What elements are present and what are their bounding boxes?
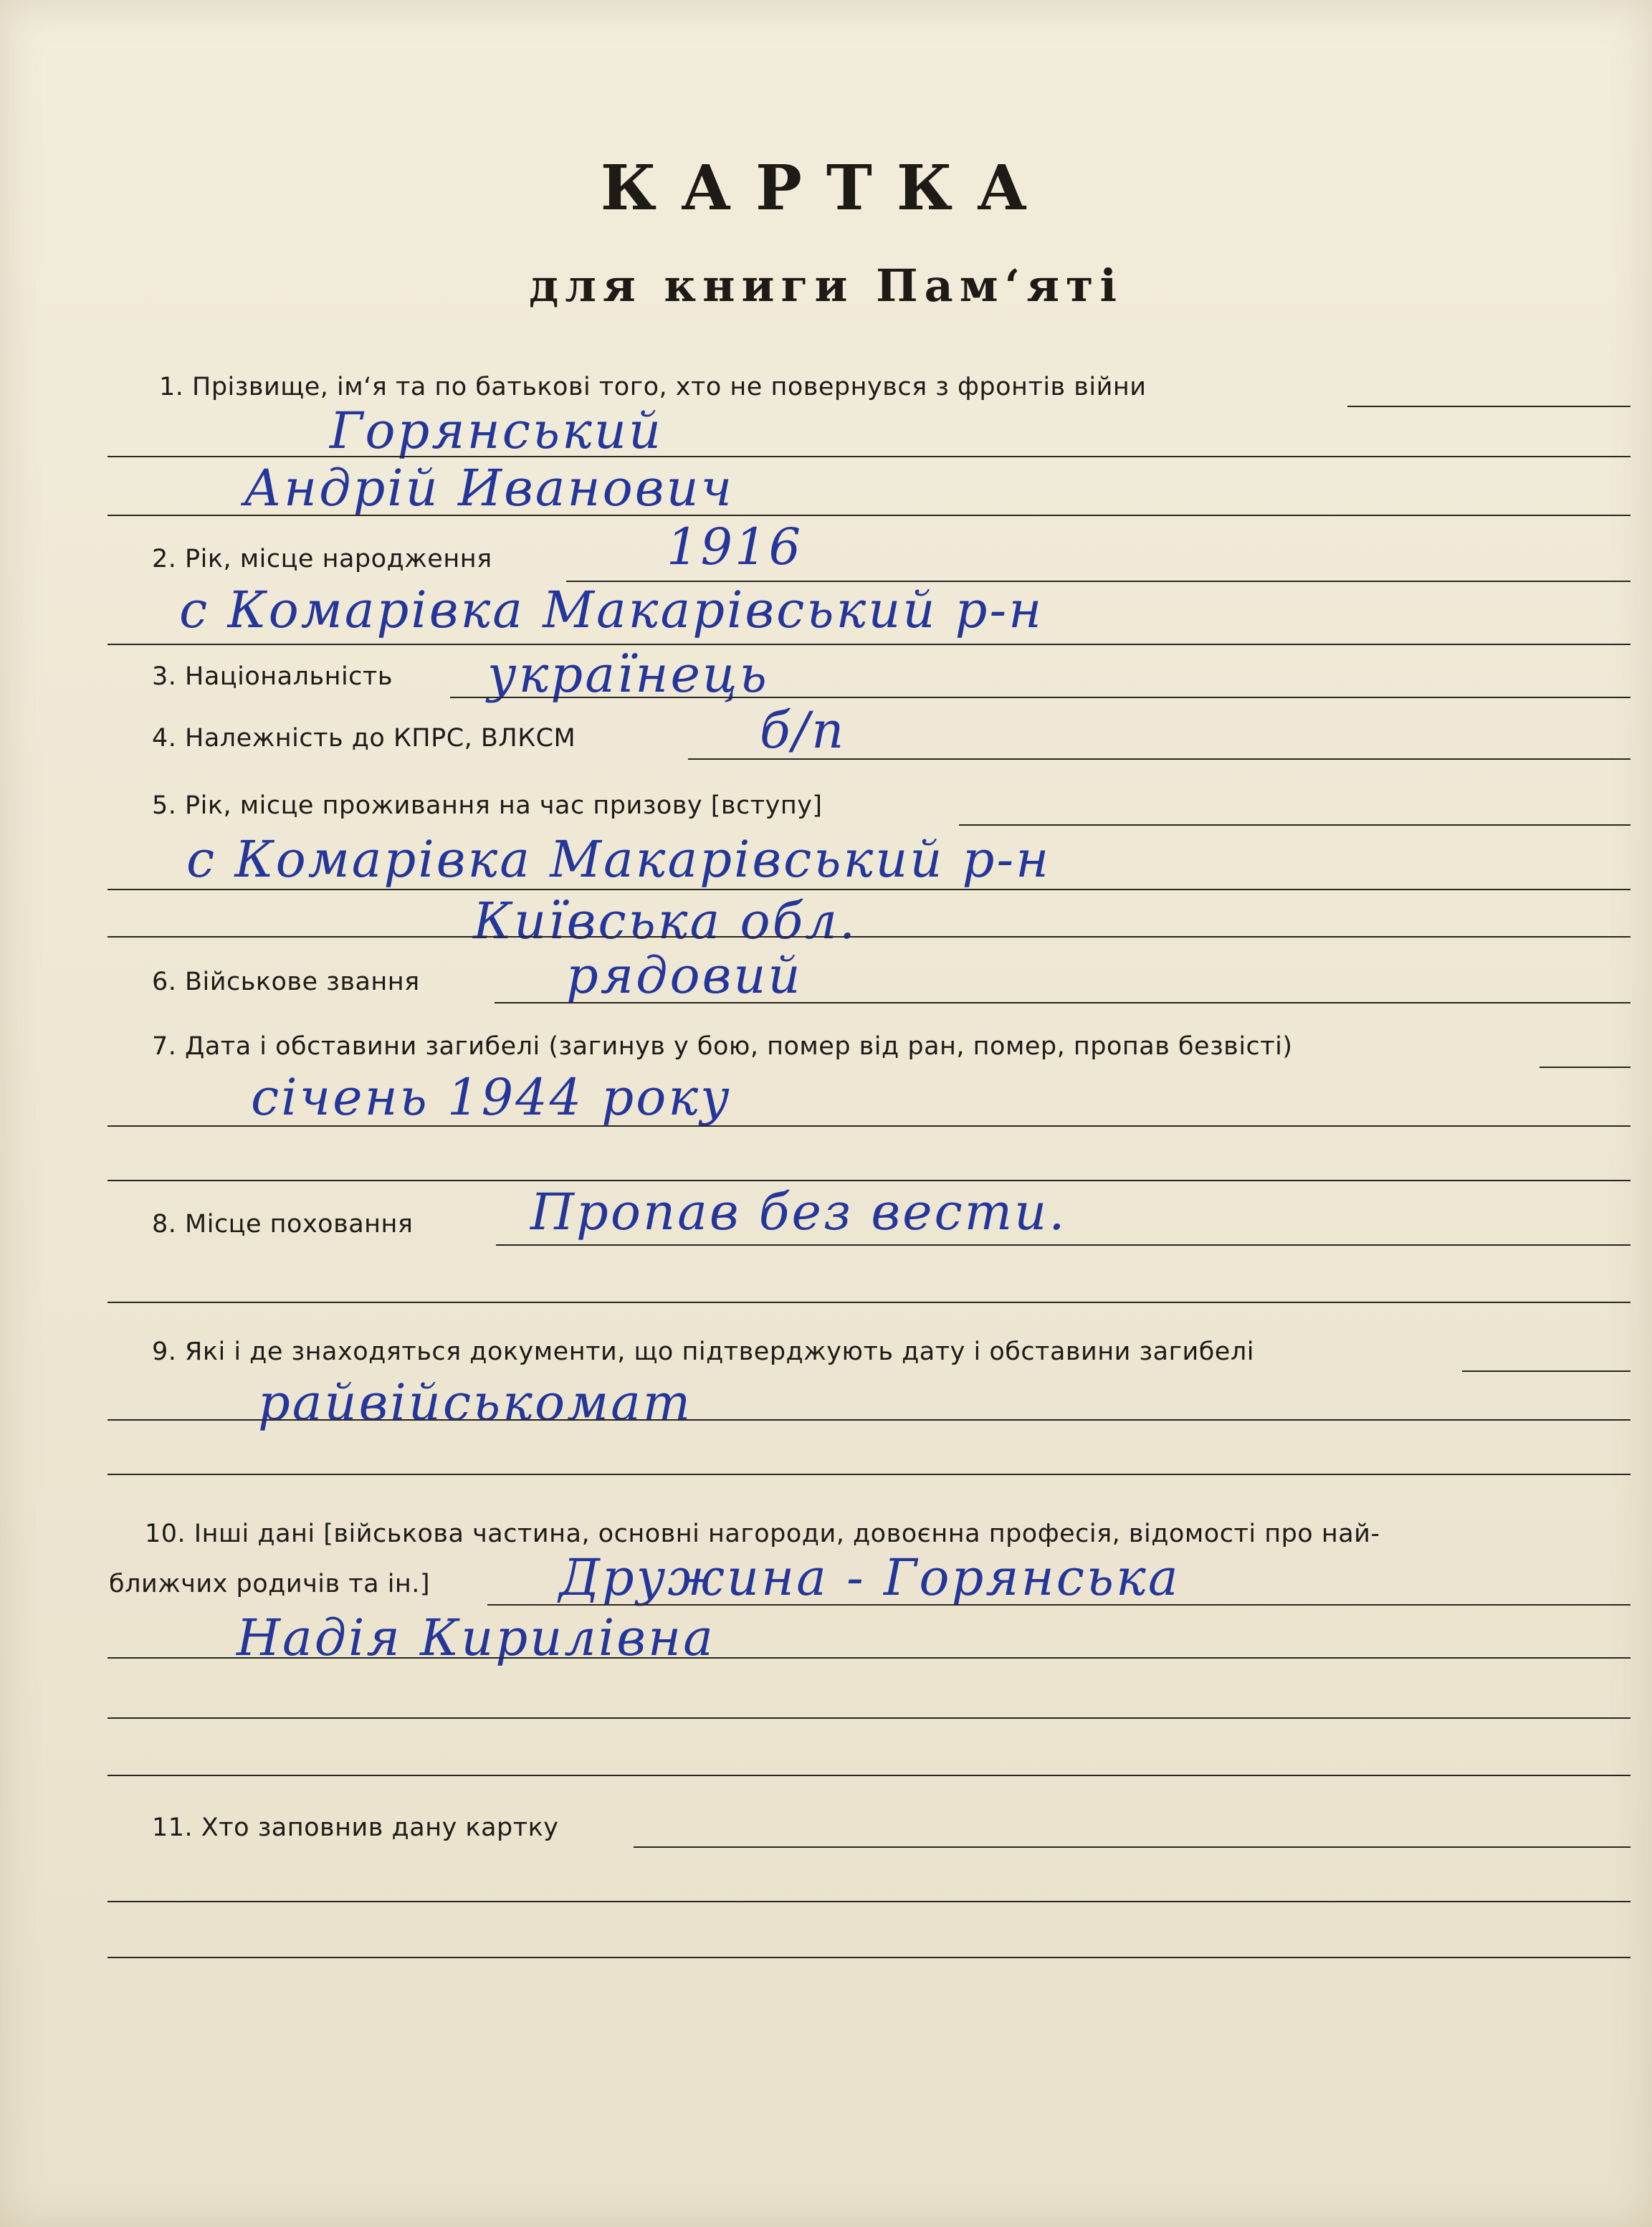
field-1-line-0 bbox=[1347, 406, 1630, 407]
field-7-label: 7. Дата і обставини загибелі (загинув у бою, помер від ран, помер, пропав безвісті) bbox=[152, 1032, 1293, 1061]
card-subtitle: для книги Пам‘яті bbox=[528, 259, 1124, 312]
field-2-place: с Комарівка Макарівський р-н bbox=[179, 581, 1044, 639]
field-7-line-1 bbox=[108, 1125, 1630, 1127]
field-3-label: 3. Національність bbox=[152, 662, 393, 691]
field-1-line-2 bbox=[108, 515, 1630, 516]
field-10-line-0 bbox=[487, 1604, 1630, 1606]
field-7-line-0 bbox=[1539, 1067, 1630, 1068]
field-8-label: 8. Місце поховання bbox=[152, 1210, 414, 1239]
field-8-line-0 bbox=[496, 1244, 1630, 1246]
field-5-line-2 bbox=[108, 936, 1630, 938]
field-2-year: 1916 bbox=[667, 518, 803, 576]
field-2-line-1 bbox=[108, 644, 1630, 645]
field-10-relative: Дружина - Горянська bbox=[559, 1548, 1180, 1607]
field-8-line-1 bbox=[108, 1302, 1630, 1303]
field-11-line-2 bbox=[108, 1957, 1630, 1958]
field-5-label: 5. Рік, місце проживання на час призову [вступу] bbox=[152, 791, 823, 820]
field-11-line-1 bbox=[108, 1901, 1630, 1902]
field-1-surname: Горянський bbox=[330, 401, 664, 460]
field-10-relative-name: Надія Кирилівна bbox=[237, 1608, 715, 1667]
field-9-line-2 bbox=[108, 1474, 1630, 1475]
field-10-line-2 bbox=[108, 1717, 1630, 1719]
field-11-label: 11. Хто заповнив дану картку bbox=[152, 1813, 559, 1842]
field-10-line-1 bbox=[108, 1657, 1630, 1659]
field-7-line-2 bbox=[108, 1180, 1630, 1181]
field-9-line-0 bbox=[1462, 1370, 1630, 1372]
field-5-line-0 bbox=[959, 824, 1630, 826]
field-1-label: 1. Прізвище, ім‘я та по батькові того, хто не повернувся з фронтів війни bbox=[159, 373, 1147, 401]
field-1-line-1 bbox=[108, 456, 1630, 457]
field-1-name: Андрій Иванович bbox=[244, 459, 735, 518]
field-10-label-b: ближчих родичів та ін.] bbox=[109, 1570, 431, 1598]
card-title: КАРТКА bbox=[600, 152, 1052, 224]
field-9-label: 9. Які і де знаходяться документи, що підтверджують дату і обставини загибелі bbox=[152, 1337, 1254, 1366]
field-5-region: Київська обл. bbox=[473, 892, 858, 950]
field-2-label: 2. Рік, місце народження bbox=[152, 545, 492, 573]
field-7-value: січень 1944 року bbox=[251, 1068, 732, 1127]
field-9-value: райвійськомат bbox=[258, 1373, 693, 1432]
field-6-line bbox=[495, 1002, 1630, 1003]
field-4-label: 4. Належність до КПРС, ВЛКСМ bbox=[152, 724, 576, 753]
field-11-line-0 bbox=[634, 1846, 1630, 1848]
field-4-value: б/п bbox=[760, 701, 846, 760]
field-6-label: 6. Військове звання bbox=[152, 968, 420, 996]
field-3-line bbox=[450, 697, 1630, 698]
field-10-label-a: 10. Інші дані [військова частина, основні нагороди, довоєнна професія, відомості про най- bbox=[145, 1520, 1380, 1548]
field-8-value: Пропав без вести. bbox=[530, 1183, 1067, 1241]
field-9-line-1 bbox=[108, 1419, 1630, 1421]
field-5-place: с Комарівка Макарівський р-н bbox=[186, 830, 1051, 889]
field-3-value: українець bbox=[487, 645, 769, 704]
field-5-line-1 bbox=[108, 889, 1630, 890]
field-10-line-3 bbox=[108, 1775, 1630, 1776]
field-6-value: рядовий bbox=[566, 946, 803, 1005]
field-4-line bbox=[688, 758, 1630, 760]
